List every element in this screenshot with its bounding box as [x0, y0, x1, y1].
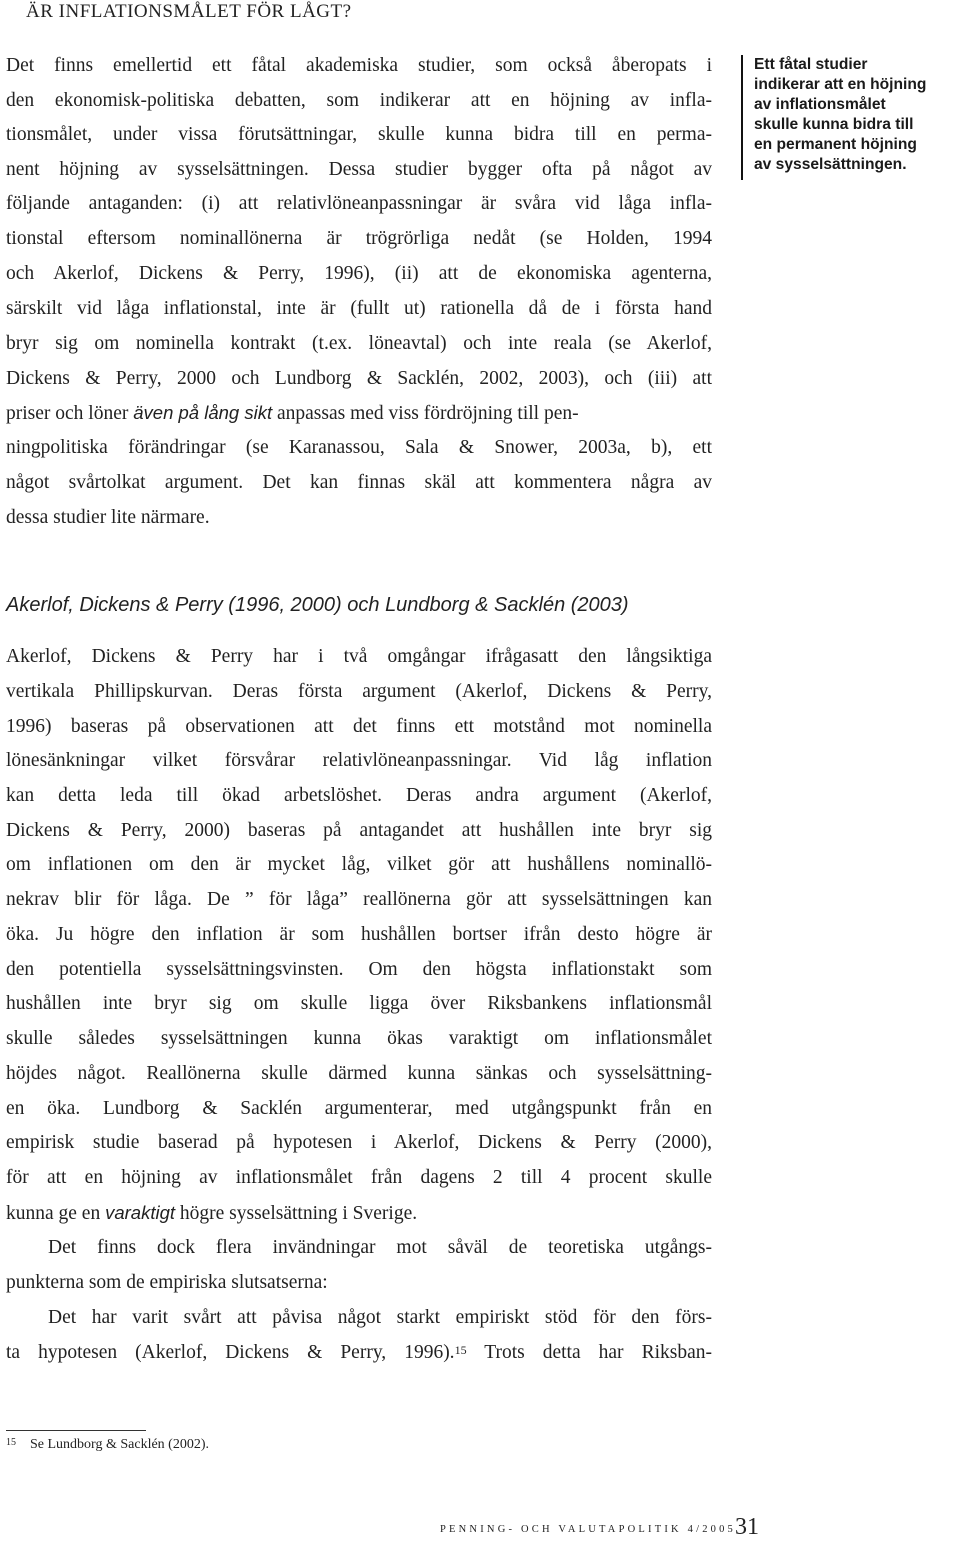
footnote-reference[interactable]: 15	[454, 1343, 467, 1357]
text-line: en öka. Lundborg & Sacklén argumenterar, med utgångspunkt från en	[6, 1098, 712, 1119]
text-line: något svårtolkat argument. Det kan finnas skäl att kommentera några av	[6, 472, 712, 493]
text-line: 1996) baseras på observationen att det finns ett motstånd mot nominella	[6, 716, 712, 737]
margin-note-rule	[741, 55, 743, 180]
text-line: Dickens & Perry, 2000) baseras på antagandet att hushållen inte bryr sig	[6, 820, 712, 841]
text-line: skulle således sysselsättningen kunna ökas varaktigt om inflationsmålet	[6, 1028, 712, 1049]
text-line: priser och löner även på lång sikt anpassas med viss fördröjning till pen-	[6, 402, 579, 424]
text-line: ta hypotesen (Akerlof, Dickens & Perry, 1996).$^{15}$ Trots detta har Riksban-	[6, 1342, 712, 1363]
page-number: 31	[735, 1514, 759, 1540]
running-header: ÄR INFLATIONSMÅLET FÖR LÅGT?	[26, 1, 352, 22]
text-line: den ekonomisk-politiska debatten, som indikerar att en höjning av infla-	[6, 90, 712, 111]
margin-note-line: skulle kunna bidra till	[754, 116, 914, 133]
margin-note-line: av sysselsättningen.	[754, 156, 907, 173]
text-line: kunna ge en varaktigt högre sysselsättning i Sverige.	[6, 1202, 418, 1224]
text-line: och Akerlof, Dickens & Perry, 1996), (ii) att de ekonomiska agenterna,	[6, 263, 712, 284]
text-line: höjdes något. Reallönerna skulle därmed kunna sänkas och sysselsättning-	[6, 1063, 712, 1084]
margin-note	[754, 55, 960, 175]
text-line: vertikala Phillipskurvan. Deras första argument (Akerlof, Dickens & Perry,	[6, 681, 712, 702]
text-line: Det finns emellertid ett fåtal akademiska studier, som också åberopats i	[6, 55, 712, 76]
text-line: kan detta leda till ökad arbetslöshet. Deras andra argument (Akerlof,	[6, 785, 712, 806]
text-line: öka. Ju högre den inflation är som hushållen bortser ifrån desto högre är	[6, 924, 712, 945]
text-line: tionsmålet, under vissa förutsättningar, skulle kunna bidra till en perma-	[6, 124, 712, 145]
emphasis: även på lång sikt	[133, 402, 273, 423]
text-line: lönesänkningar vilket försvårar relativlöneanpassningar. Vid låg inflation	[6, 750, 712, 771]
text-line: bryr sig om nominella kontrakt (t.ex. löneavtal) och inte reala (se Akerlof,	[6, 333, 712, 354]
margin-note-line: indikerar att en höjning	[754, 76, 927, 93]
margin-note-line: en permanent höjning	[754, 136, 917, 153]
text-line: följande antaganden: (i) att relativlöneanpassningar är svåra vid låga infla-	[6, 193, 712, 214]
footnote-number: 15	[6, 1437, 16, 1448]
text-line: dessa studier lite närmare.	[6, 507, 210, 528]
section-heading: Akerlof, Dickens & Perry (1996, 2000) och Lundborg & Sacklén (2003)	[6, 594, 629, 616]
running-footer: PENNING- OCH VALUTAPOLITIK 4/2005	[440, 1524, 736, 1535]
text-line: punkterna som de empiriska slutsatserna:	[6, 1272, 328, 1293]
margin-note-line: av inflationsmålet	[754, 96, 886, 113]
text-line: tionstal eftersom nominallönerna är trögrörliga nedåt (se Holden, 1994	[6, 228, 712, 249]
text-line: nent höjning av sysselsättningen. Dessa studier bygger ofta på något av	[6, 159, 712, 180]
text-line: ningpolitiska förändringar (se Karanassou, Sala & Snower, 2003a, b), ett	[6, 437, 712, 458]
margin-note-line: Ett fåtal studier	[754, 56, 868, 73]
text-line: särskilt vid låga inflationstal, inte är (fullt ut) rationella då de i första hand	[6, 298, 712, 319]
footnote	[6, 1436, 209, 1454]
text-line: empirisk studie baserad på hypotesen i Akerlof, Dickens & Perry (2000),	[6, 1132, 712, 1153]
text-line: Det finns dock flera invändningar mot såväl de teoretiska utgångs-	[48, 1237, 712, 1258]
text-line: Det har varit svårt att påvisa något starkt empiriskt stöd för den förs-	[48, 1307, 712, 1328]
text-line: Dickens & Perry, 2000 och Lundborg & Sacklén, 2002, 2003), och (iii) att	[6, 368, 712, 389]
text-line: hushållen inte bryr sig om skulle ligga över Riksbankens inflationsmål	[6, 993, 712, 1014]
text-line: om inflationen om den är mycket låg, vilket gör att hushållens nominallö-	[6, 854, 712, 875]
text-line: Akerlof, Dickens & Perry har i två omgångar ifrågasatt den långsiktiga	[6, 646, 712, 667]
text-line: nekrav blir för låga. De ” för låga” reallönerna gör att sysselsättningen kan	[6, 889, 712, 910]
text-line: för att en höjning av inflationsmålet från dagens 2 till 4 procent skulle	[6, 1167, 712, 1188]
footnote-divider	[6, 1430, 146, 1431]
emphasis: varaktigt	[105, 1202, 176, 1223]
footnote-text: Se Lundborg & Sacklén (2002).	[30, 1437, 209, 1452]
text-line: den potentiella sysselsättningsvinsten. Om den högsta inflationstakt som	[6, 959, 712, 980]
